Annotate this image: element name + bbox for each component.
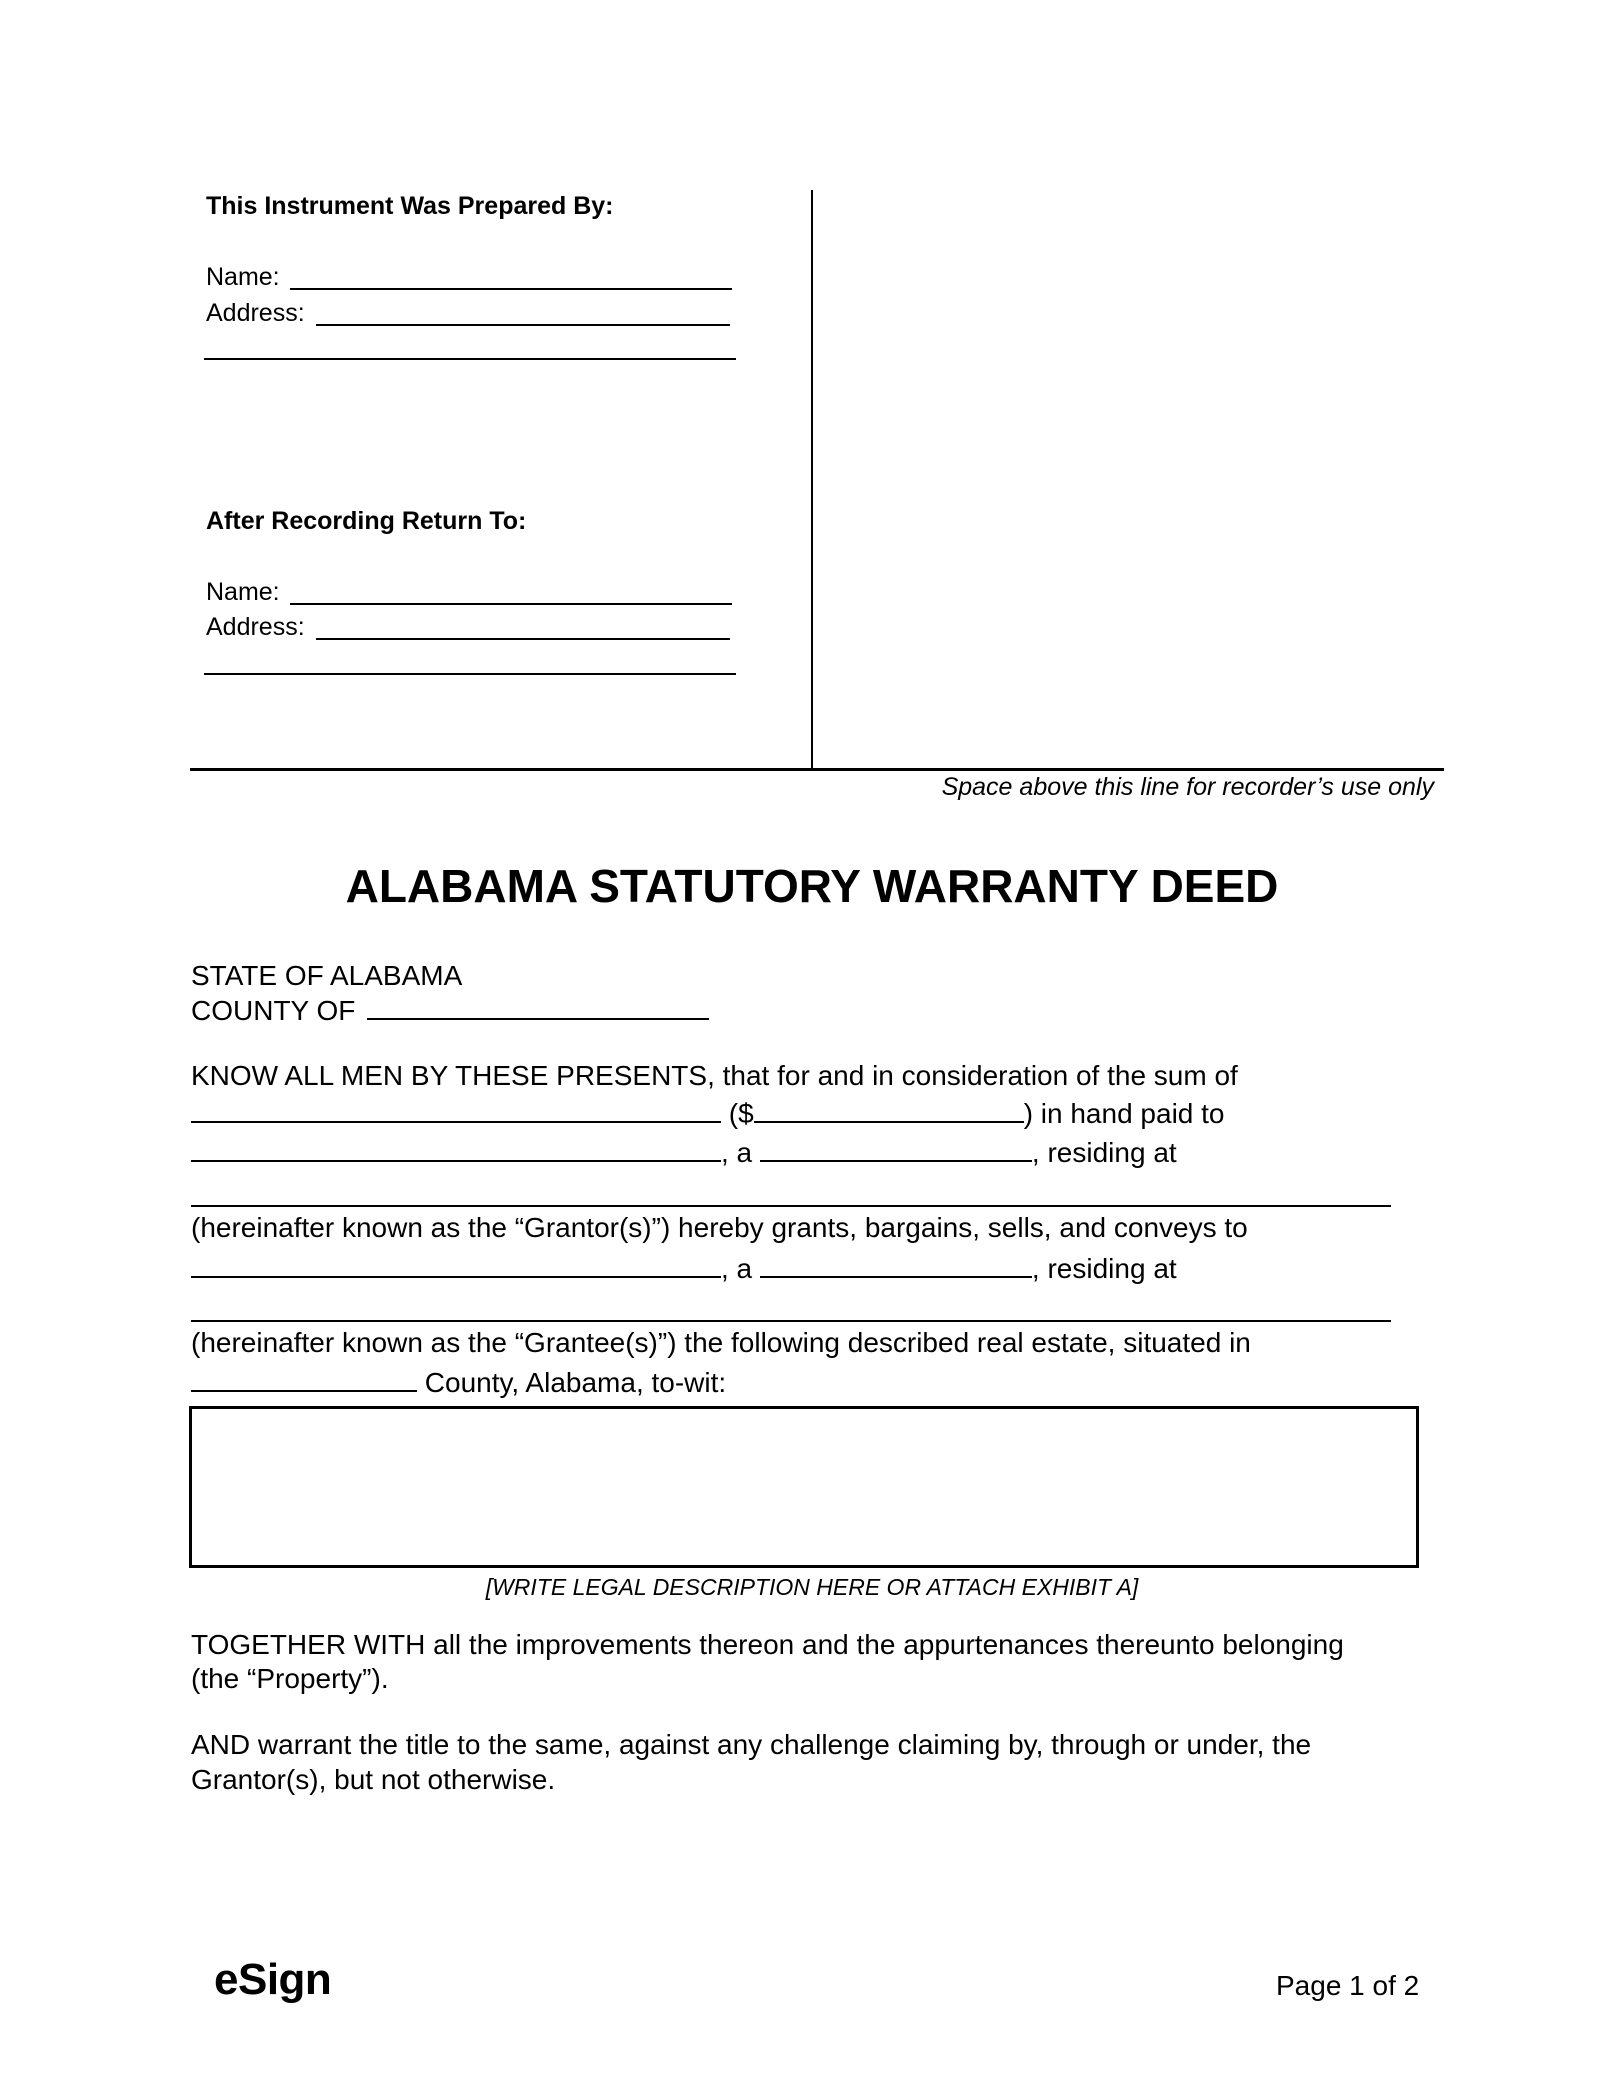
together-line2: (the “Property”). <box>191 1663 389 1694</box>
county-alabama: County, Alabama, to-wit: <box>424 1367 727 1398</box>
return-to-name-field[interactable] <box>290 603 732 605</box>
residing-at: , residing at <box>1031 1137 1177 1168</box>
together-line1: TOGETHER WITH all the improvements thereon and the appurtenances thereunto belonging <box>191 1629 1344 1660</box>
return-to-address-field[interactable] <box>316 638 730 640</box>
grantor-line: (hereinafter known as the “Grantor(s)”) hereby grants, bargains, sells, and conveys to <box>191 1212 1248 1243</box>
page-title: ALABAMA STATUTORY WARRANTY DEED <box>345 860 1279 912</box>
grantor-status-field[interactable] <box>760 1134 1032 1162</box>
comma-a: , a <box>721 1137 753 1168</box>
consideration-amount-field[interactable] <box>754 1095 1024 1123</box>
address-label: Address: <box>206 299 305 327</box>
address-label: Address: <box>206 613 305 641</box>
return-to-address-field-2[interactable] <box>204 673 736 675</box>
return-to-address-row <box>206 612 305 642</box>
grantee-line: (hereinafter known as the “Grantee(s)”) the following described real estate, situated in <box>191 1327 1251 1358</box>
grantor-name-field[interactable] <box>191 1134 721 1162</box>
comma-a: , a <box>721 1253 753 1284</box>
legal-description-caption: [WRITE LEGAL DESCRIPTION HERE OR ATTACH EXHIBIT A] <box>485 1574 1139 1600</box>
prepared-by-name-field[interactable] <box>290 288 732 290</box>
county-field[interactable] <box>367 992 709 1020</box>
property-county-field[interactable] <box>191 1364 417 1392</box>
state-line: STATE OF ALABAMA <box>191 960 463 991</box>
consideration-words-field[interactable] <box>191 1095 721 1123</box>
residing-at: , residing at <box>1031 1253 1177 1284</box>
dollar-open: ($ <box>728 1098 754 1129</box>
prepared-by-address-field-2[interactable] <box>204 358 736 360</box>
grantee-status-field[interactable] <box>760 1250 1032 1278</box>
legal-description-box[interactable] <box>189 1406 1419 1568</box>
name-label: Name: <box>206 263 280 291</box>
page-number: Page 1 of 2 <box>1276 1970 1420 2001</box>
brand-logo: eSign <box>214 1955 332 2004</box>
para1-line1: KNOW ALL MEN BY THESE PRESENTS, that for and in consideration of the sum of <box>191 1060 1238 1091</box>
para1-line2 <box>191 1095 1225 1132</box>
name-label: Name: <box>206 578 280 606</box>
dollar-close: ) in hand paid to <box>1023 1098 1225 1129</box>
return-to-name-row <box>206 577 280 607</box>
prepared-by-heading: This Instrument Was Prepared By: <box>206 192 614 220</box>
grantee-name-line <box>191 1250 1177 1287</box>
prepared-by-name-row <box>206 262 280 292</box>
prepared-by-address-field[interactable] <box>316 324 730 326</box>
grantor-address-field[interactable] <box>191 1205 1391 1207</box>
return-to-heading: After Recording Return To: <box>206 507 527 535</box>
para1-line3 <box>191 1134 1177 1171</box>
county-alabama-line <box>191 1364 726 1401</box>
grantee-address-field[interactable] <box>191 1320 1391 1322</box>
recorder-vertical-divider <box>811 190 813 770</box>
recorder-note: Space above this line for recorder’s use only <box>941 773 1434 801</box>
county-label: COUNTY OF <box>191 995 356 1026</box>
prepared-by-address-row <box>206 298 305 328</box>
grantee-name-field[interactable] <box>191 1250 721 1278</box>
county-line <box>191 992 709 1029</box>
warrant-line1: AND warrant the title to the same, against any challenge claiming by, through or under, the <box>191 1729 1312 1760</box>
warrant-line2: Grantor(s), but not otherwise. <box>191 1764 556 1795</box>
